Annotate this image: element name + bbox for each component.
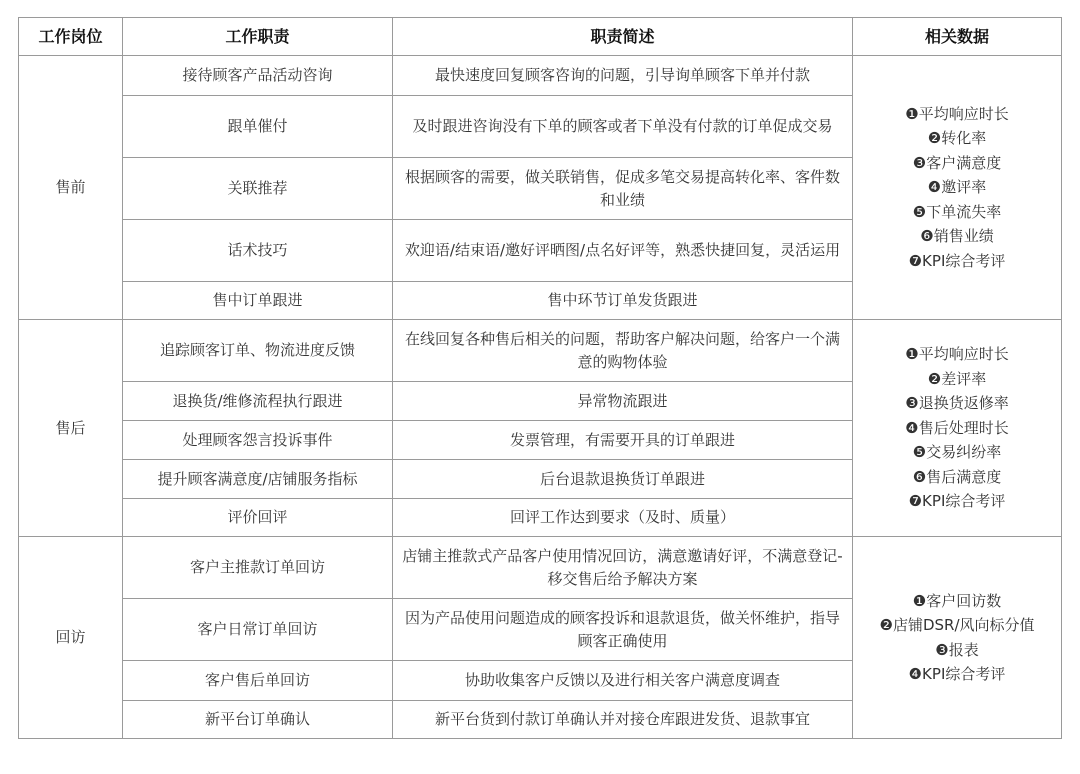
metric-item: ❶平均响应时长 [905,345,1009,364]
description-cell: 后台退款退换货订单跟进 [393,460,853,499]
duty-cell: 新平台订单确认 [123,701,393,739]
duty-cell: 处理顾客怨言投诉事件 [123,421,393,460]
metric-item: ❷转化率 [927,129,987,148]
metric-item: ❷差评率 [927,369,987,388]
duty-cell: 评价回评 [123,499,393,537]
job-responsibility-table [18,17,1062,739]
table-row [19,537,1062,599]
duty-cell: 退换货/维修流程执行跟进 [123,382,393,421]
metric-item: ❹邀评率 [927,178,987,197]
position-cell: 售后 [19,320,123,537]
position-cell: 回访 [19,537,123,739]
duty-cell: 客户售后单回访 [123,661,393,701]
description-cell: 新平台货到付款订单确认并对接仓库跟进发货、退款事宜 [393,701,853,739]
metric-item: ❺下单流失率 [912,202,1002,221]
metric-item: ❼KPI综合考评 [908,251,1006,270]
duty-cell: 客户日常订单回访 [123,599,393,661]
duty-cell: 提升顾客满意度/店铺服务指标 [123,460,393,499]
metric-item: ❸退换货返修率 [905,394,1009,413]
header-description: 职责简述 [393,18,853,56]
position-cell: 售前 [19,56,123,320]
duty-cell: 接待顾客产品活动咨询 [123,56,393,96]
metric-item: ❼KPI综合考评 [908,492,1006,511]
description-cell: 因为产品使用问题造成的顾客投诉和退款退货，做关怀维护，指导顾客正确使用 [393,599,853,661]
description-cell: 及时跟进咨询没有下单的顾客或者下单没有付款的订单促成交易 [393,96,853,158]
metric-item: ❹售后处理时长 [905,418,1009,437]
description-cell: 协助收集客户反馈以及进行相关客户满意度调查 [393,661,853,701]
duty-cell: 话术技巧 [123,220,393,282]
header-position: 工作岗位 [19,18,123,56]
description-cell: 最快速度回复顾客咨询的问题，引导询单顾客下单并付款 [393,56,853,96]
metrics-cell [853,537,1062,739]
metrics-cell [853,56,1062,320]
metric-item: ❻销售业绩 [920,227,994,246]
header-row [19,18,1062,56]
description-cell: 发票管理，有需要开具的订单跟进 [393,421,853,460]
description-cell: 在线回复各种售后相关的问题，帮助客户解决问题，给客户一个满意的购物体验 [393,320,853,382]
metric-item: ❻售后满意度 [912,467,1002,486]
description-cell: 根据顾客的需要，做关联销售，促成多笔交易提高转化率、客件数和业绩 [393,158,853,220]
duty-cell: 售中订单跟进 [123,282,393,320]
header-metrics: 相关数据 [853,18,1062,56]
table-row [19,56,1062,96]
metrics-cell [853,320,1062,537]
description-cell: 售中环节订单发货跟进 [393,282,853,320]
table-row [19,320,1062,382]
description-cell: 店铺主推款式产品客户使用情况回访，满意邀请好评，不满意登记-移交售后给予解决方案 [393,537,853,599]
duty-cell: 客户主推款订单回访 [123,537,393,599]
metric-item: ❷店铺DSR/风向标分值 [879,616,1035,634]
header-duty: 工作职责 [123,18,393,56]
metric-item: ❶平均响应时长 [905,104,1009,123]
description-cell: 欢迎语/结束语/邀好评晒图/点名好评等，熟悉快捷回复，灵活运用 [393,220,853,282]
metric-item: ❺交易纠纷率 [912,443,1002,462]
metric-item: ❸报表 [935,640,979,659]
duty-cell: 跟单催付 [123,96,393,158]
description-cell: 异常物流跟进 [393,382,853,421]
metric-item: ❹KPI综合考评 [908,665,1006,683]
metric-item: ❸客户满意度 [912,153,1002,172]
metric-item: ❶客户回访数 [912,591,1002,610]
description-cell: 回评工作达到要求（及时、质量） [393,499,853,537]
duty-cell: 关联推荐 [123,158,393,220]
duty-cell: 追踪顾客订单、物流进度反馈 [123,320,393,382]
